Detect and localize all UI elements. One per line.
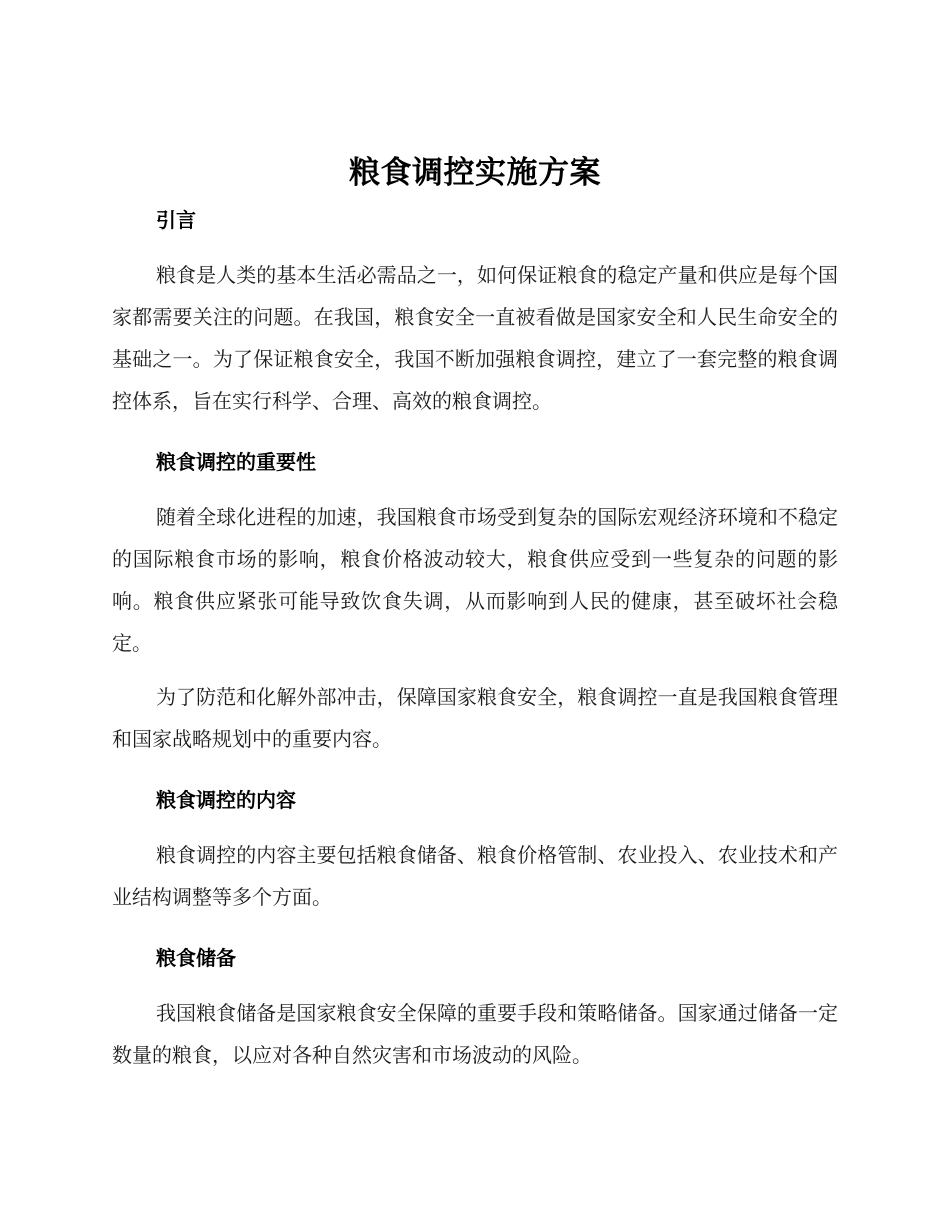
paragraph-introduction: 粮食是人类的基本生活必需品之一，如何保证粮食的稳定产量和供应是每个国家都需要关注的问题。在我国，粮食安全一直被看做是国家安全和人民生命安全的基础之一。为了保证粮食安全，我国不断加强粮食调控，建立了一套完整的粮食调控体系，旨在实行科学、合理、高效的粮食调控。 <box>112 263 838 413</box>
document-title: 粮食调控实施方案 <box>349 155 601 191</box>
paragraph-importance-2: 为了防范和化解外部冲击，保障国家粮食安全，粮食调控一直是我国粮食管理和国家战略规划中的重要内容。 <box>112 685 838 751</box>
section-heading-introduction: 引言 <box>156 208 196 232</box>
section-heading-content: 粮食调控的内容 <box>156 788 296 812</box>
paragraph-grain-reserve: 我国粮食储备是国家粮食安全保障的重要手段和策略储备。国家通过储备一定数量的粮食，以应对各种自然灾害和市场波动的风险。 <box>112 1001 838 1067</box>
section-heading-grain-reserve: 粮食储备 <box>156 946 236 970</box>
document-body <box>112 150 838 1076</box>
section-heading-importance: 粮食调控的重要性 <box>156 450 316 474</box>
paragraph-content: 粮食调控的内容主要包括粮食储备、粮食价格管制、农业投入、农业技术和产业结构调整等多个方面。 <box>112 843 838 909</box>
paragraph-importance-1: 随着全球化进程的加速，我国粮食市场受到复杂的国际宏观经济环境和不稳定的国际粮食市场的影响，粮食价格波动较大，粮食供应受到一些复杂的问题的影响。粮食供应紧张可能导致饮食失调，从而影响到人民的健康，甚至破坏社会稳定。 <box>112 505 838 655</box>
